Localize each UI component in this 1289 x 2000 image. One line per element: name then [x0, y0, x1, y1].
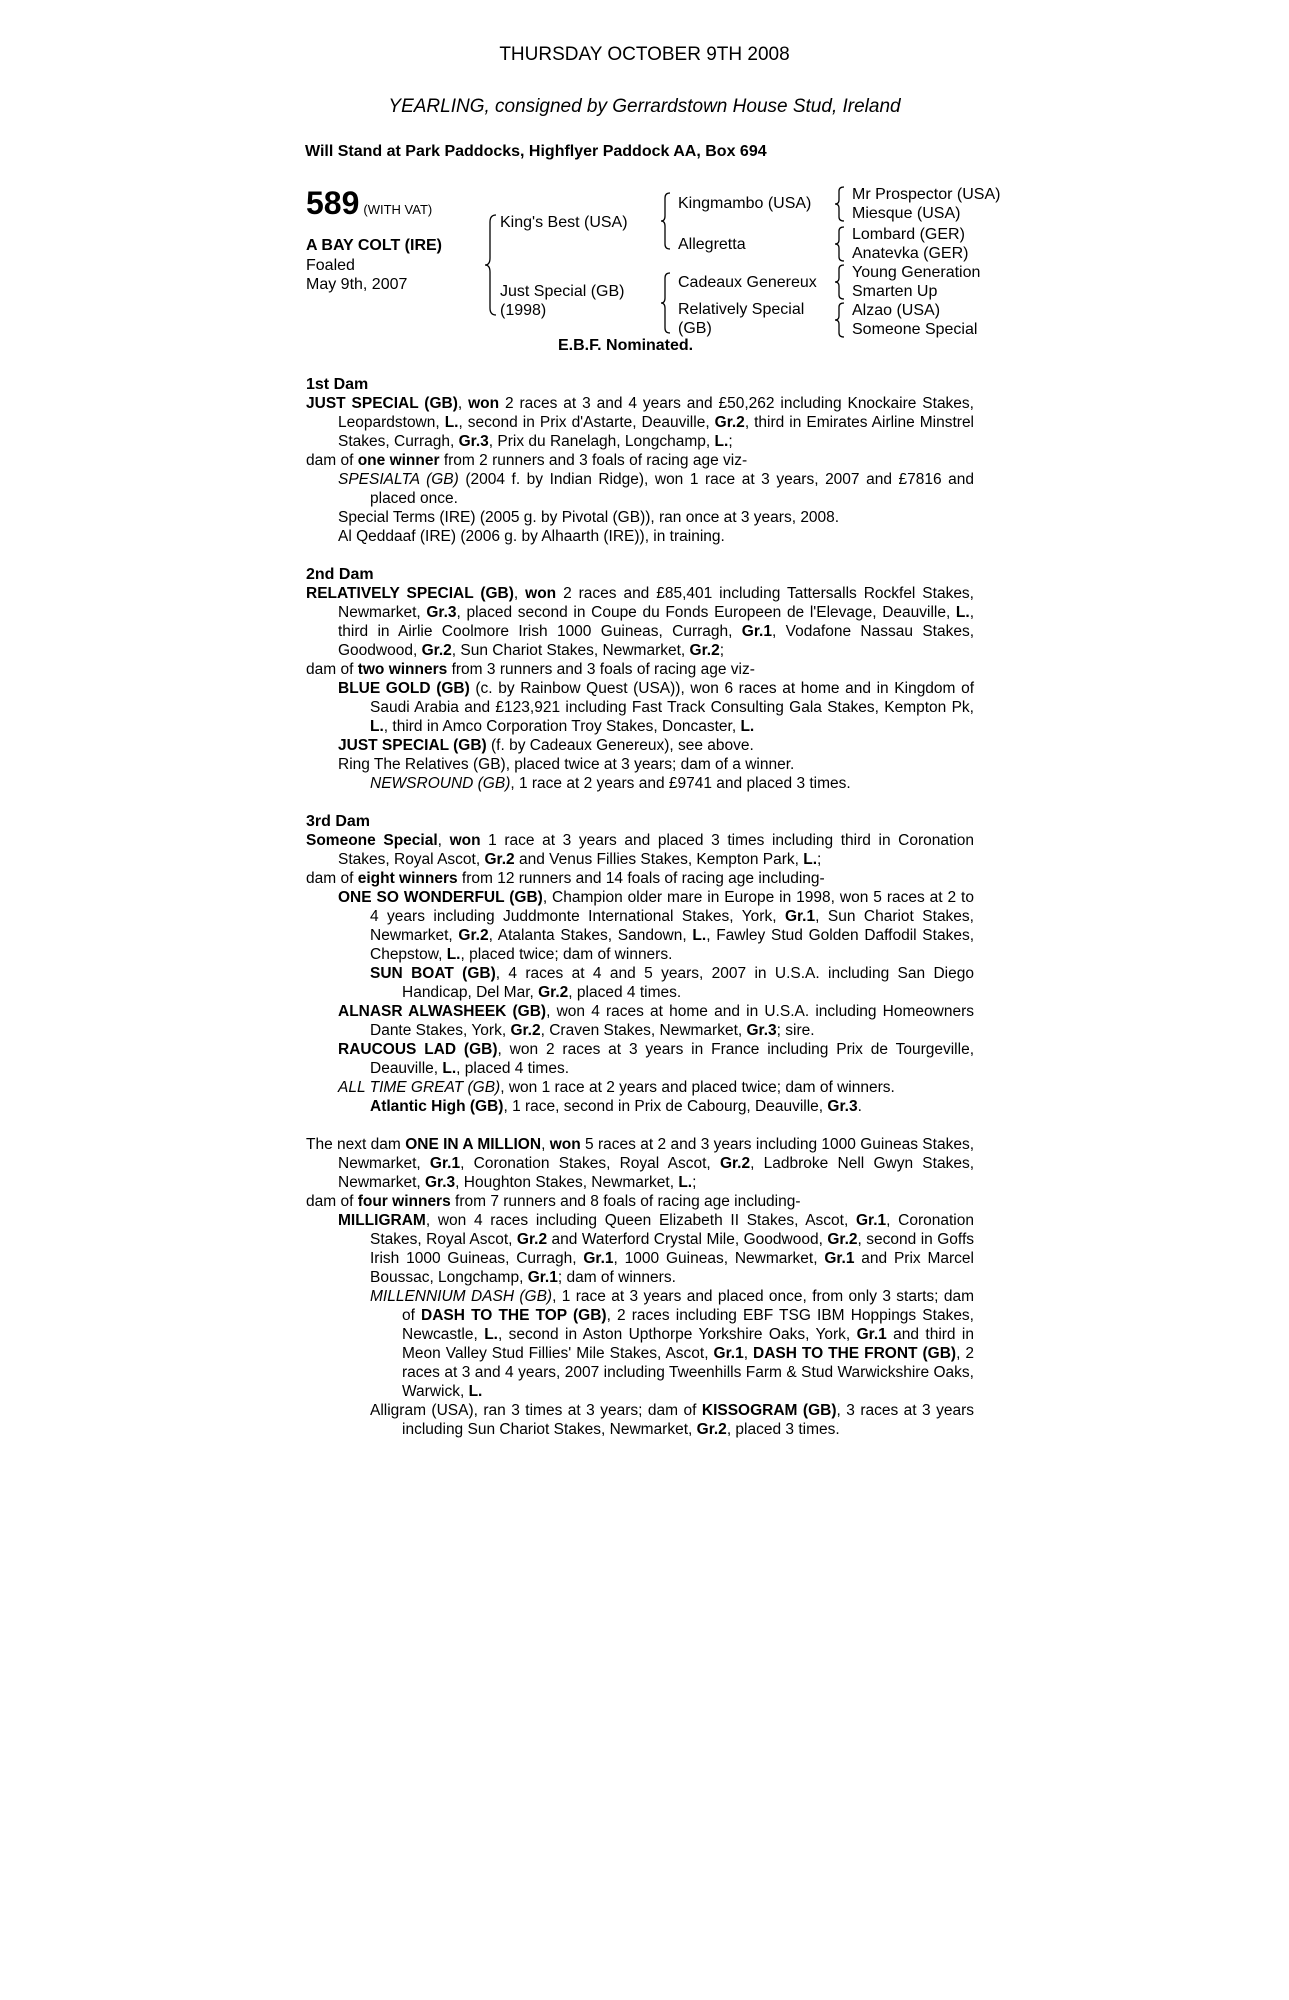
gg-7: Alzao (USA) [852, 302, 941, 319]
dam-dam-suffix: (GB) [678, 320, 712, 337]
pedigree-brace-g2 [834, 226, 846, 262]
sire: King's Best (USA) [500, 214, 628, 231]
third-dam-progeny-4: ALL TIME GREAT (GB), won 1 race at 2 years and placed twice; dam of winners. [338, 1079, 895, 1096]
third-dam-heading: 3rd Dam [306, 813, 371, 830]
next-dam-progeny-1: MILLIGRAM, won 4 races including Queen Elizabeth II Stakes, Ascot, Gr.1, Coronation Stakes, Royal Ascot, Gr.2 and Waterford Crystal Mile, Goodwood, Gr.2, second in Goffs Irish 1000 Guineas, Curragh, Gr.1, 1000 Guineas, Newmarket, Gr.1 and Prix Marcel Boussac, Longchamp, Gr.1; dam of winners. [338, 1212, 974, 1286]
sire-sire: Kingmambo (USA) [678, 195, 812, 212]
first-dam-progeny-2: Special Terms (IRE) (2005 g. by Pivotal (GB)), ran once at 3 years, 2008. [338, 509, 840, 526]
foaled-label: Foaled [306, 257, 355, 274]
second-dam-progeny-3: Ring The Relatives (GB), placed twice at 3 years; dam of a winner. [338, 756, 795, 773]
dam-year: (1998) [500, 302, 547, 319]
second-dam-progeny-1: BLUE GOLD (GB) (c. by Rainbow Quest (USA)), won 6 races at home and in Kingdom of Saudi Arabia and £123,921 including Fast Track Consulting Gala Stakes, Kempton Pk, L., third in Amco Corporation Troy Stakes, Doncaster, L. [338, 680, 975, 735]
gg-1: Mr Prospector (USA) [852, 186, 1001, 203]
gg-8: Someone Special [852, 321, 978, 338]
sale-date: THURSDAY OCTOBER 9TH 2008 [499, 44, 790, 65]
first-dam-progeny-1: SPESIALTA (GB) (2004 f. by Indian Ridge), won 1 race at 3 years, 2007 and £7816 and placed once. [338, 471, 974, 507]
ebf-nomination: E.B.F. Nominated. [558, 337, 694, 354]
pedigree-brace-g4 [834, 302, 846, 338]
second-dam-progeny-2: JUST SPECIAL (GB) (f. by Cadeaux Genereux), see above. [338, 737, 754, 754]
first-dam-section [306, 375, 974, 546]
third-dam-record: Someone Special, won 1 race at 3 years and placed 3 times including third in Coronation Stakes, Royal Ascot, Gr.2 and Venus Fillies Stakes, Kempton Park, L.; [306, 832, 974, 868]
third-dam-progeny-1: ONE SO WONDERFUL (GB), Champion older mare in Europe in 1998, won 5 races at 2 to 4 years including Juddmonte International Stakes, York, Gr.1, Sun Chariot Stakes, Newmarket, Gr.2, Atalanta Stakes, Sandown, L., Fawley Stud Golden Daffodil Stakes, Chepstow, L., placed twice; dam of winners. [338, 889, 974, 963]
third-dam-section [306, 812, 974, 1116]
second-dam-section [306, 565, 974, 793]
first-dam-heading: 1st Dam [306, 376, 369, 393]
next-dam-progeny-1b: Alligram (USA), ran 3 times at 3 years; dam of KISSOGRAM (GB), 3 races at 3 years including Sun Chariot Stakes, Newmarket, Gr.2, placed 3 times. [370, 1402, 975, 1438]
third-dam-progeny-3: RAUCOUS LAD (GB), won 2 races at 3 years in France including Prix de Tourgeville, Deauville, L., placed 4 times. [338, 1041, 974, 1077]
first-dam-record: JUST SPECIAL (GB), won 2 races at 3 and 4 years and £50,262 including Knockaire Stakes, Leopardstown, L., second in Prix d'Astarte, Deauville, Gr.2, third in Emirates Airline Minstrel Stakes, Curragh, Gr.3, Prix du Ranelagh, Longchamp, L.; [306, 395, 975, 450]
pedigree-brace-g1 [834, 186, 846, 222]
next-dam-section [306, 1135, 974, 1439]
gg-6: Smarten Up [852, 283, 938, 300]
next-dam-record: The next dam ONE IN A MILLION, won 5 races at 2 and 3 years including 1000 Guineas Stakes, Newmarket, Gr.1, Coronation Stakes, Royal Ascot, Gr.2, Ladbroke Nell Gwyn Stakes, Newmarket, Gr.3, Houghton Stakes, Newmarket, L.; [306, 1136, 975, 1191]
foaled-info [306, 256, 407, 294]
sire-dam: Allegretta [678, 236, 746, 253]
pedigree-brace-sire [660, 192, 672, 250]
dam-dam: Relatively Special [678, 301, 805, 318]
lot-number-block [306, 185, 432, 222]
gg-3: Lombard (GER) [852, 226, 965, 243]
first-dam-produce: dam of one winner from 2 runners and 3 foals of racing age viz- [306, 452, 748, 469]
lot-number: 589 [306, 185, 360, 221]
second-dam-produce: dam of two winners from 3 runners and 3 foals of racing age viz- [306, 661, 755, 678]
third-dam-produce: dam of eight winners from 12 runners and 14 foals of racing age including- [306, 870, 825, 887]
third-dam-progeny-1a: SUN BOAT (GB), 4 races at 4 and 5 years, 2007 in U.S.A. including San Diego Handicap, Del Mar, Gr.2, placed 4 times. [370, 965, 974, 1001]
first-dam-progeny-3: Al Qeddaaf (IRE) (2006 g. by Alhaarth (IRE)), in training. [338, 528, 725, 545]
pedigree-brace-main [484, 214, 498, 316]
horse-name: A BAY COLT (IRE) [306, 237, 443, 254]
stand-location: Will Stand at Park Paddocks, Highflyer Paddock AA, Box 694 [305, 143, 767, 160]
pedigree-brace-g3 [834, 264, 846, 300]
dam-sire: Cadeaux Genereux [678, 274, 817, 291]
second-dam-heading: 2nd Dam [306, 566, 374, 583]
foaled-date: May 9th, 2007 [306, 276, 408, 293]
gg-4: Anatevka (GER) [852, 245, 969, 262]
third-dam-progeny-4a: Atlantic High (GB), 1 race, second in Prix de Cabourg, Deauville, Gr.3. [370, 1098, 862, 1115]
gg-5: Young Generation [852, 264, 981, 281]
third-dam-progeny-2: ALNASR ALWASHEEK (GB), won 4 races at home and in U.S.A. including Homeowners Dante Stakes, York, Gr.2, Craven Stakes, Newmarket, Gr.3; sire. [338, 1003, 974, 1039]
second-dam-progeny-3a: NEWSROUND (GB), 1 race at 2 years and £9741 and placed 3 times. [370, 775, 851, 792]
consignment-line: YEARLING, consigned by Gerrardstown House Stud, Ireland [388, 96, 901, 117]
dam-name: Just Special (GB) [500, 283, 625, 300]
gg-2: Miesque (USA) [852, 205, 961, 222]
vat-note: (WITH VAT) [363, 202, 433, 217]
pedigree-brace-dam [660, 272, 672, 334]
produce-record [306, 375, 974, 1439]
next-dam-produce: dam of four winners from 7 runners and 8 foals of racing age including- [306, 1193, 801, 1210]
second-dam-record: RELATIVELY SPECIAL (GB), won 2 races and £85,401 including Tattersalls Rockfel Stakes, Newmarket, Gr.3, placed second in Coupe du Fonds Europeen de l'Elevage, Deauville, L., third in Airlie Coolmore Irish 1000 Guineas, Curragh, Gr.1, Vodafone Nassau Stakes, Goodwood, Gr.2, Sun Chariot Stakes, Newmarket, Gr.2; [306, 585, 975, 659]
next-dam-progeny-1a: MILLENNIUM DASH (GB), 1 race at 3 years and placed once, from only 3 starts; dam of DASH TO THE TOP (GB), 2 races including EBF TSG IBM Hoppings Stakes, Newcastle, L., second in Aston Upthorpe Yorkshire Oaks, York, Gr.1 and third in Meon Valley Stud Fillies' Mile Stakes, Ascot, Gr.1, DASH TO THE FRONT (GB), 2 races at 3 and 4 years, 2007 including Tweenhills Farm & Stud Warwickshire Oaks, Warwick, L. [370, 1288, 974, 1400]
